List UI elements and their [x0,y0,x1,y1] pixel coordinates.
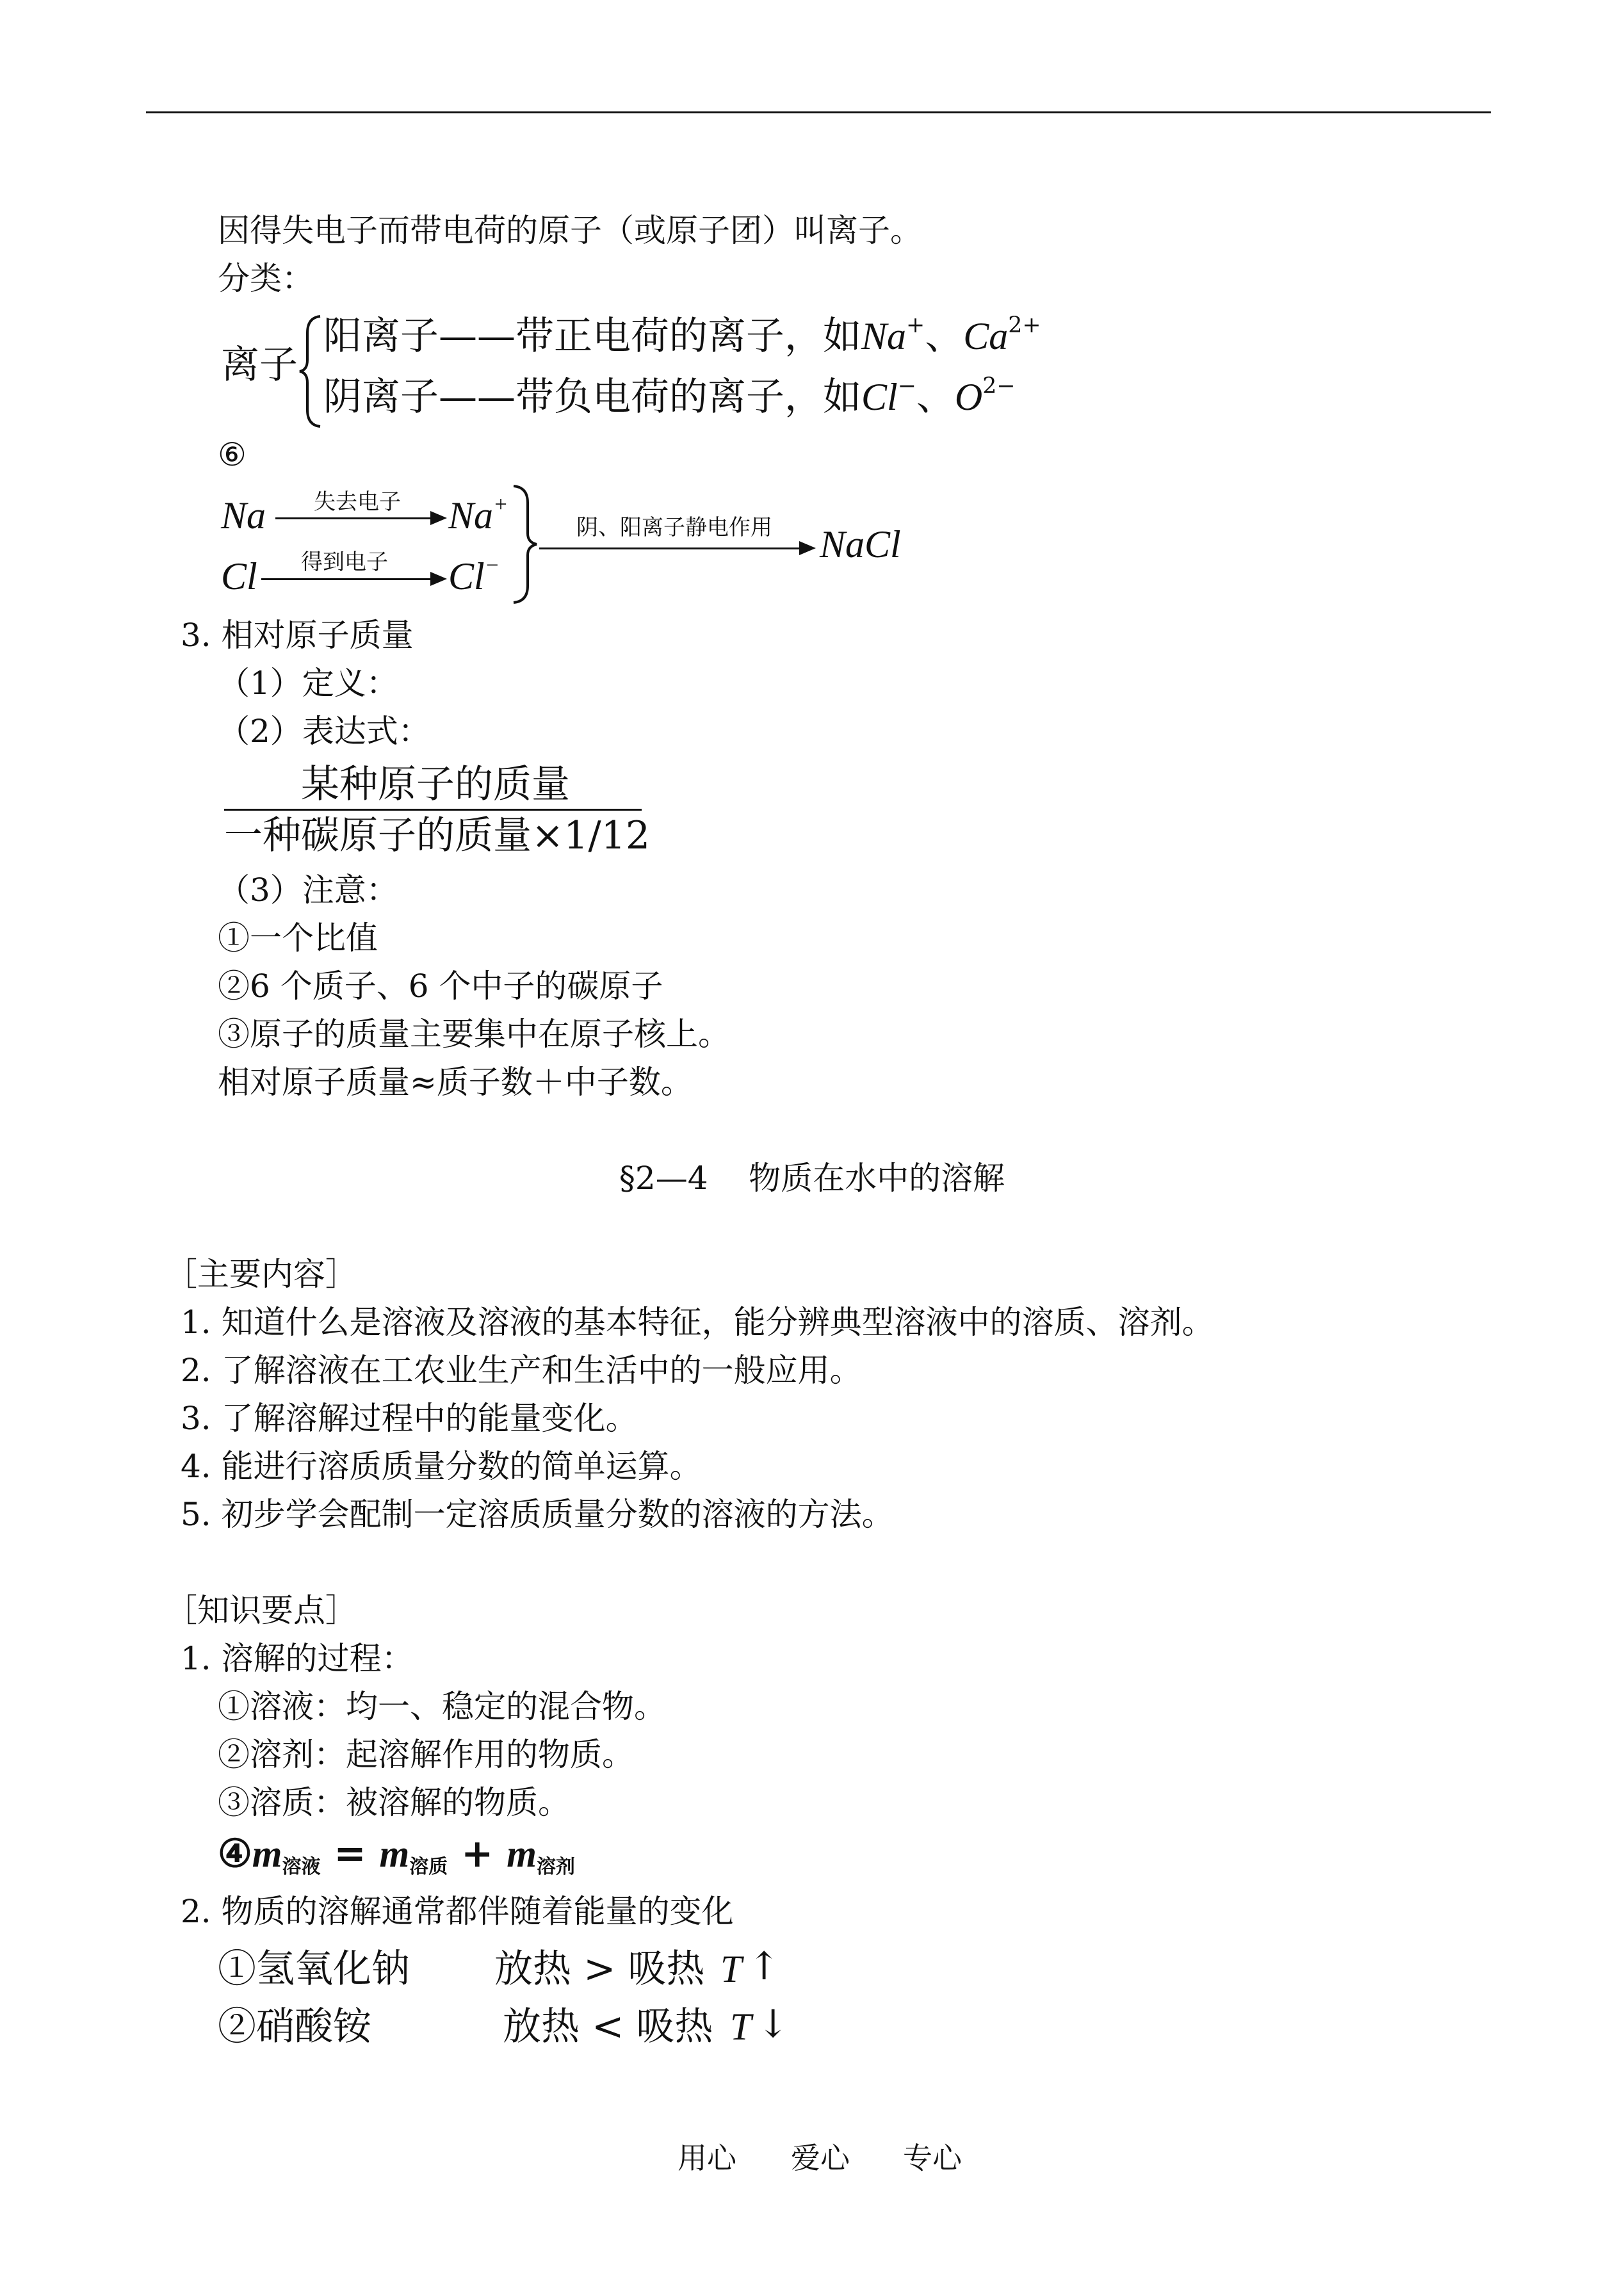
nacl-product: NaCl [820,523,901,565]
anion-sep: 、 [916,375,955,419]
arrow-right-icon [799,541,816,555]
mass-formula [218,1831,575,1890]
energy-row-relation: 放热 > 吸热 [494,1947,705,1991]
cl-atom: Cl [221,555,257,597]
ion-word: 离子 [221,343,298,387]
main-content-item: 4. 能进行溶质质量分数的简单运算。 [181,1448,702,1485]
fraction-bar [224,809,642,811]
knowledge-label: ［知识要点］ [165,1592,357,1629]
ion-definition: 因得失电子而带电荷的原子（或原子团）叫离子。 [218,212,922,249]
note-item: 相对原子质量≈质子数＋中子数。 [218,1064,693,1101]
energy-row-name: ②硝酸铵 [218,2004,371,2049]
energy-row-relation: 放热 < 吸热 [503,2004,713,2049]
formula-solvent: 溶剂 [536,1856,575,1878]
classification-label: 分类： [218,260,314,297]
anion-charge-2: 2− [982,373,1016,399]
na-arrow-line [275,517,432,519]
main-content-item: 5. 初步学会配制一定溶质质量分数的溶液的方法。 [181,1496,894,1533]
formula-solute: 溶质 [409,1856,448,1878]
left-brace-icon [298,314,324,429]
cation-text: 阳离子——带正电荷的离子，如 [323,314,861,359]
temperature-symbol: T [730,2006,752,2048]
formula-solution: 溶液 [282,1856,321,1878]
temperature-symbol: T [720,1948,742,1990]
header-rule [146,111,1491,113]
arrow-down-icon: ↓ [757,2002,790,2047]
na-ion-charge: + [493,491,508,517]
combine-arrow-label: 阴、阳离子静电作用 [576,515,772,540]
right-brace-icon [511,483,539,605]
main-content-item: 1. 知道什么是溶液及溶液的基本特征，能分辨典型溶液中的溶质、溶剂。 [181,1304,1214,1341]
circled-six: ⑥ [218,436,247,473]
footer-item: 专心 [903,2141,962,2175]
fraction-denominator: 一种碳原子的质量×1/12 [224,813,651,858]
formula-m: m [379,1833,410,1875]
na-arrow-label: 失去电子 [314,489,401,515]
formula-plus: + [448,1831,507,1876]
footer-item: 爱心 [791,2141,850,2175]
arrow-right-icon [430,572,447,586]
anion-example-1: Cl [861,376,898,418]
cl-arrow-label: 得到电子 [301,549,388,575]
formula-m: m [507,1833,537,1875]
anion-line [323,375,1016,419]
energy-row-name: ①氢氧化钠 [218,1947,410,1991]
section-title: §2—4 物质在水中的溶解 [619,1160,1005,1197]
energy-heading: 2. 物质的溶解通常都伴随着能量的变化 [181,1893,734,1930]
cl-arrow-line [261,578,432,580]
combine-arrow-line [539,547,800,549]
formula-m: m [252,1833,282,1875]
footer-item: 用心 [678,2141,736,2175]
main-content-label: ［主要内容］ [165,1256,357,1293]
definition-label: （1）定义： [218,665,398,702]
main-content-item: 2. 了解溶液在工农业生产和生活中的一般应用。 [181,1352,862,1389]
cation-sep: 、 [925,314,964,359]
na-atom: Na [221,494,266,537]
dissolve-heading: 1. 溶解的过程： [181,1640,414,1677]
cl-ion [448,554,499,599]
notes-label: （3）注意： [218,872,398,909]
arrow-up-icon: ↑ [748,1944,781,1989]
dissolve-item: ②溶剂：起溶解作用的物质。 [218,1736,634,1773]
cation-charge-1: + [906,312,925,338]
note-item: ③原子的质量主要集中在原子核上。 [218,1016,730,1053]
anion-text: 阴离子——带负电荷的离子，如 [323,375,861,419]
dissolve-item: ③溶质：被溶解的物质。 [218,1784,570,1821]
cl-ion-symbol: Cl [448,555,485,597]
cation-line [323,314,1041,359]
cation-example-2: Ca [963,315,1009,357]
fraction-numerator: 某种原子的质量 [301,762,570,807]
dissolve-item: ①溶液：均一、稳定的混合物。 [218,1688,666,1725]
relative-mass-heading: 3. 相对原子质量 [181,617,414,654]
cation-charge-2: 2+ [1008,312,1041,338]
formula-prefix: ④ [218,1831,252,1876]
note-item: ①一个比值 [218,920,378,957]
cl-ion-charge: − [484,552,500,578]
na-ion [448,493,508,538]
cation-example-1: Na [861,315,907,357]
main-content-item: 3. 了解溶解过程中的能量变化。 [181,1400,638,1437]
expression-label: （2）表达式： [218,713,430,750]
formula-eq: = [320,1831,380,1876]
anion-charge-1: − [897,373,916,399]
arrow-right-icon [430,511,447,525]
note-item: ②6 个质子、6 个中子的碳原子 [218,968,663,1005]
anion-example-2: O [954,376,983,418]
na-ion-symbol: Na [448,494,494,537]
